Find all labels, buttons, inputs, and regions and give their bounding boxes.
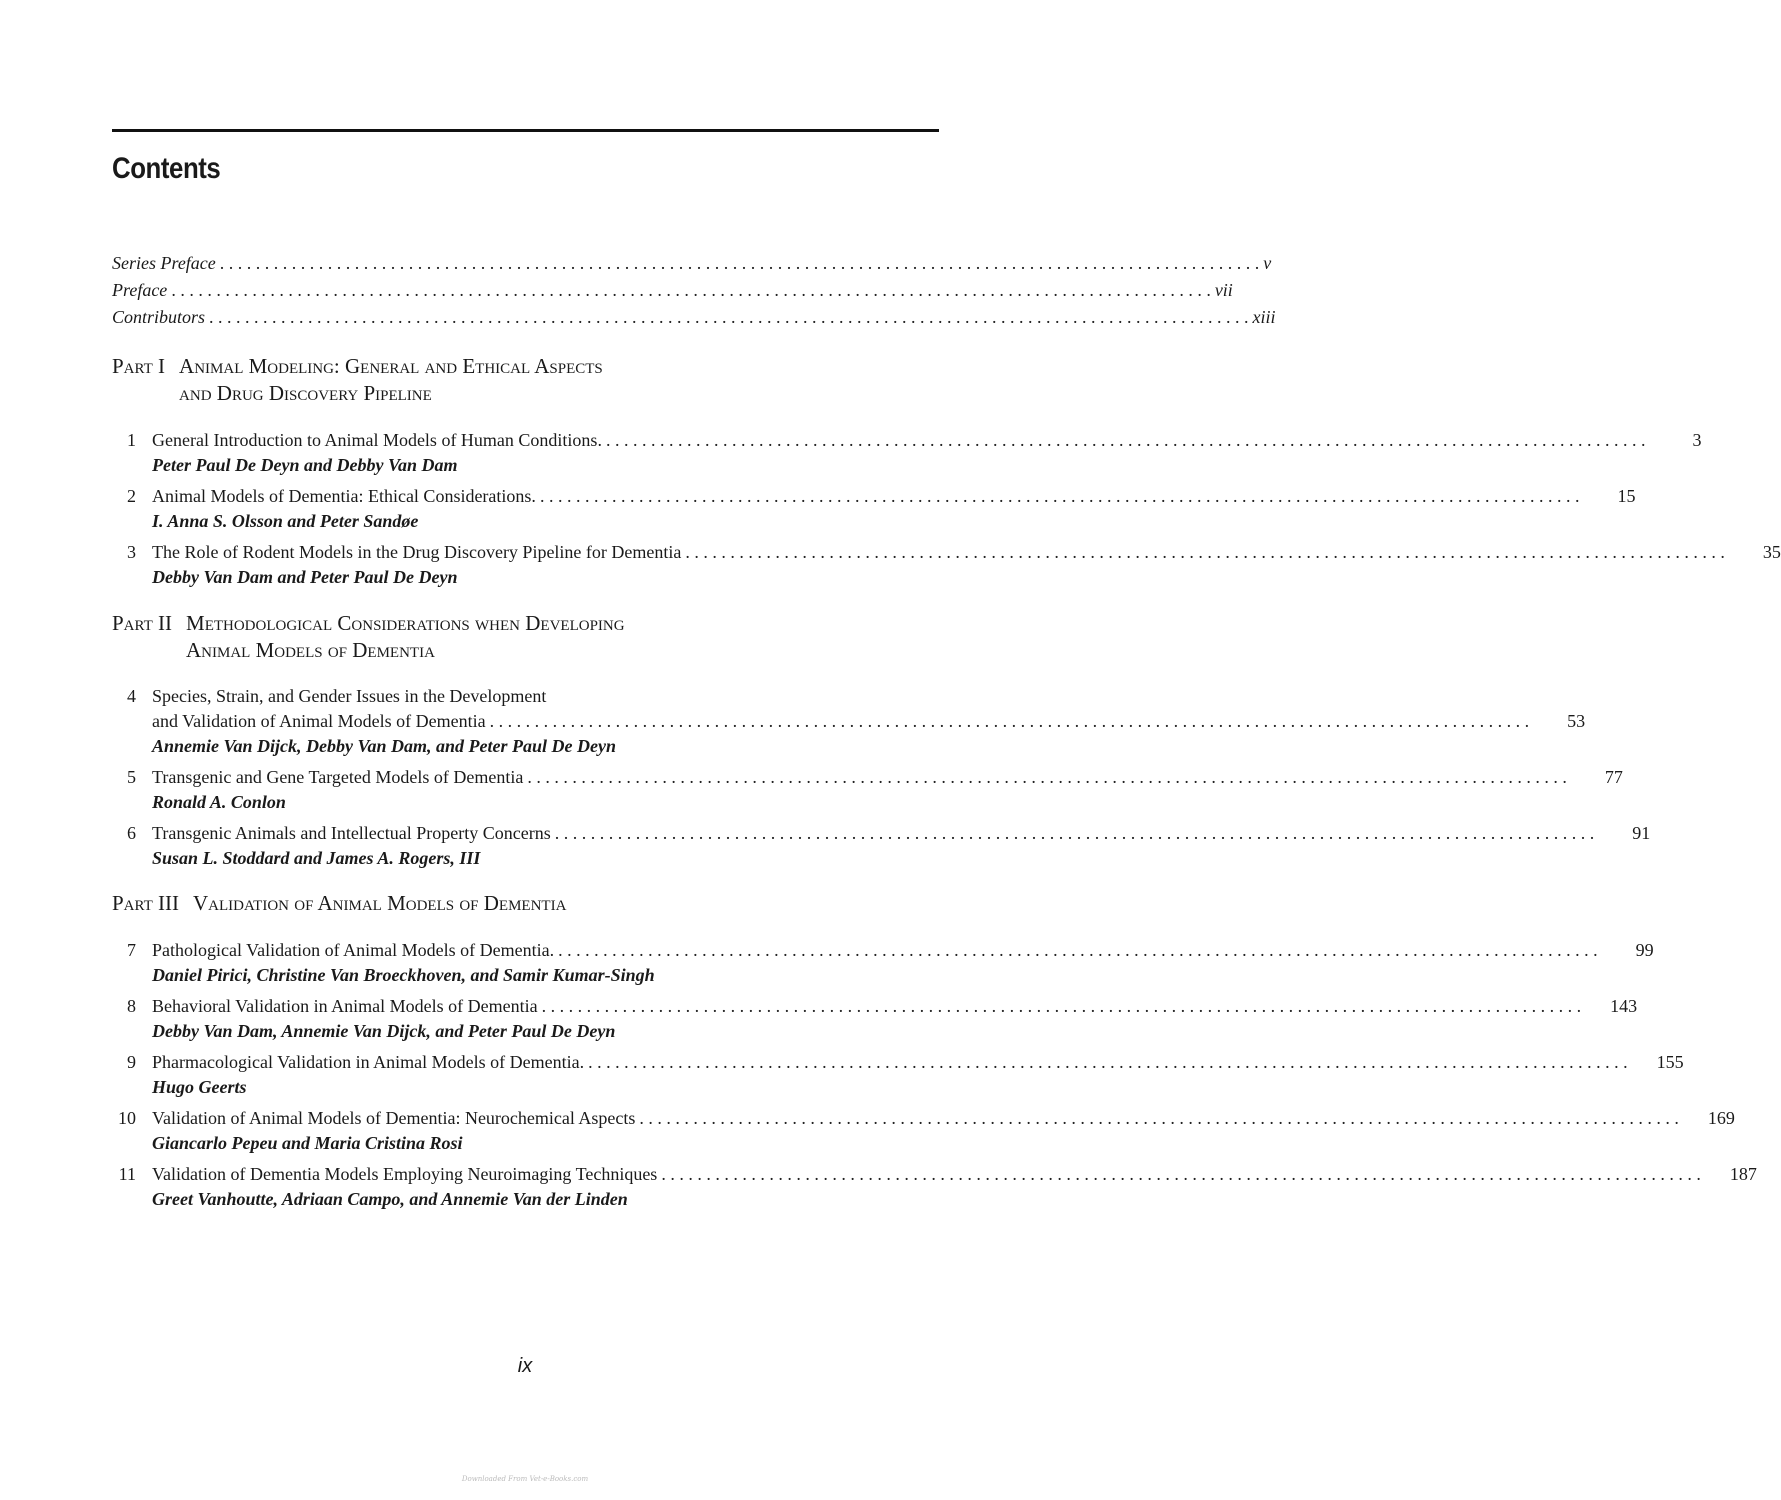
toc-entry-label: Series Preface — [112, 253, 216, 273]
dot-leader — [661, 1162, 1701, 1187]
chapter-title: Transgenic and Gene Targeted Models of Dementia — [152, 767, 524, 787]
chapter-number: 1 — [127, 430, 136, 450]
chapter-authors: Hugo Geerts — [152, 1077, 247, 1097]
part-title-line: Animal Models of Dementia — [186, 638, 435, 662]
chapter-page-number: 3 — [1692, 430, 1702, 450]
chapter-number: 2 — [127, 486, 136, 506]
chapter-number: 5 — [127, 767, 136, 787]
toc-entry-label: Contributors — [112, 307, 206, 327]
chapter-authors: Annemie Van Dijck, Debby Van Dam, and Peter Paul De Deyn — [152, 736, 616, 756]
chapter-entry-9[interactable] — [112, 1050, 1684, 1100]
part-title — [186, 610, 625, 664]
chapter-page-number: 187 — [1729, 1164, 1757, 1184]
dot-leader — [220, 253, 1260, 274]
part-title — [193, 890, 566, 917]
chapter-number: 11 — [118, 1164, 136, 1184]
chapter-authors: Susan L. Stoddard and James A. Rogers, III — [152, 848, 481, 868]
part-label: Part I — [112, 354, 166, 378]
chapter-title: The Role of Rodent Models in the Drug Discovery Pipeline for Dementia — [152, 542, 682, 562]
chapter-title: Validation of Dementia Models Employing Neuroimaging Techniques — [152, 1164, 658, 1184]
front-matter-list — [112, 253, 1276, 334]
chapter-title: Behavioral Validation in Animal Models of Dementia — [152, 996, 538, 1016]
chapter-number: 8 — [127, 996, 136, 1016]
chapter-page-number: 99 — [1635, 940, 1654, 960]
chapter-entry-7[interactable] — [112, 938, 1654, 988]
chapter-entry-10[interactable] — [112, 1106, 1735, 1156]
chapter-authors: Peter Paul De Deyn and Debby Van Dam — [152, 455, 458, 475]
chapter-page-number: 53 — [1567, 711, 1586, 731]
chapter-page-number: 15 — [1617, 486, 1636, 506]
chapter-authors: I. Anna S. Olsson and Peter Sandøe — [152, 511, 419, 531]
chapter-page-number: 169 — [1707, 1108, 1735, 1128]
chapter-number: 10 — [118, 1108, 136, 1128]
part-heading-3 — [112, 890, 566, 917]
chapter-entry-8[interactable] — [112, 994, 1638, 1044]
part-title-line: Validation of Animal Models of Dementia — [193, 891, 567, 915]
top-rule — [112, 129, 939, 132]
watermark: Downloaded From Vet-e-Books.com — [461, 1475, 589, 1483]
chapter-page-number: 155 — [1656, 1052, 1684, 1072]
part-label: Part III — [112, 891, 180, 915]
dot-leader — [209, 307, 1249, 328]
dot-leader — [490, 709, 1530, 734]
part-heading-2 — [112, 610, 625, 664]
toc-page-number: v — [1263, 253, 1272, 273]
dot-leader — [555, 821, 1595, 846]
toc-entry-preface[interactable] — [112, 280, 1233, 307]
chapter-list-part-1 — [112, 428, 1781, 590]
chapter-title: Pharmacological Validation in Animal Models of Dementia. — [152, 1052, 585, 1072]
dot-leader — [685, 540, 1725, 565]
toc-page-number: vii — [1214, 280, 1233, 300]
part-title-line: and Drug Discovery Pipeline — [179, 381, 432, 405]
chapter-number: 7 — [127, 940, 136, 960]
chapter-entry-5[interactable] — [112, 765, 1623, 815]
chapter-number: 4 — [127, 686, 136, 706]
chapter-page-number: 77 — [1604, 767, 1623, 787]
chapter-entry-3[interactable] — [112, 540, 1781, 590]
chapter-entry-2[interactable] — [112, 484, 1636, 534]
chapter-list-part-3 — [112, 938, 1757, 1212]
chapter-title: Transgenic Animals and Intellectual Property Concerns — [152, 823, 551, 843]
chapter-entry-6[interactable] — [112, 821, 1651, 871]
part-title — [179, 353, 603, 407]
chapter-authors: Debby Van Dam, Annemie Van Dijck, and Peter Paul De Deyn — [152, 1021, 616, 1041]
chapter-title: General Introduction to Animal Models of Human Conditions. — [152, 430, 602, 450]
toc-entry-label: Preface — [112, 280, 168, 300]
chapter-authors: Debby Van Dam and Peter Paul De Deyn — [152, 567, 458, 587]
dot-leader — [639, 1106, 1679, 1131]
chapter-number: 3 — [127, 542, 136, 562]
part-label: Part II — [112, 611, 173, 635]
chapter-list-part-2 — [112, 684, 1651, 871]
toc-page-number: xiii — [1252, 307, 1276, 327]
chapter-entry-11[interactable] — [112, 1162, 1757, 1212]
dot-leader — [542, 994, 1582, 1019]
chapter-page-number: 35 — [1762, 542, 1781, 562]
chapter-authors: Daniel Pirici, Christine Van Broeckhoven, and Samir Kumar-Singh — [152, 965, 655, 985]
part-title-line: Methodological Considerations when Developing — [186, 611, 625, 635]
chapter-title-line: Species, Strain, and Gender Issues in the Development — [152, 686, 547, 706]
chapter-entry-4[interactable] — [112, 684, 1586, 759]
toc-entry-contributors[interactable] — [112, 307, 1276, 334]
dot-leader — [540, 484, 1580, 509]
chapter-entry-1[interactable] — [112, 428, 1702, 478]
dot-leader — [558, 938, 1598, 963]
chapter-page-number: 91 — [1632, 823, 1651, 843]
chapter-title: Pathological Validation of Animal Models of Dementia. — [152, 940, 555, 960]
dot-leader — [606, 428, 1646, 453]
dot-leader — [588, 1050, 1628, 1075]
chapter-authors: Ronald A. Conlon — [152, 792, 286, 812]
chapter-number: 6 — [127, 823, 136, 843]
page-title: Contents — [112, 152, 221, 185]
chapter-page-number: 143 — [1610, 996, 1638, 1016]
chapter-title: Validation of Animal Models of Dementia: Neurochemical Aspects — [152, 1108, 636, 1128]
dot-leader — [171, 280, 1211, 301]
part-heading-1 — [112, 353, 603, 407]
toc-entry-series-preface[interactable] — [112, 253, 1272, 280]
dot-leader — [527, 765, 1567, 790]
chapter-authors: Greet Vanhoutte, Adriaan Campo, and Annemie Van der Linden — [152, 1189, 628, 1209]
chapter-authors: Giancarlo Pepeu and Maria Cristina Rosi — [152, 1133, 463, 1153]
page-folio: ix — [517, 1355, 533, 1377]
part-title-line: Animal Modeling: General and Ethical Aspects — [179, 354, 603, 378]
chapter-title: Animal Models of Dementia: Ethical Considerations. — [152, 486, 536, 506]
chapter-number: 9 — [127, 1052, 136, 1072]
chapter-title: and Validation of Animal Models of Dementia — [152, 711, 486, 731]
